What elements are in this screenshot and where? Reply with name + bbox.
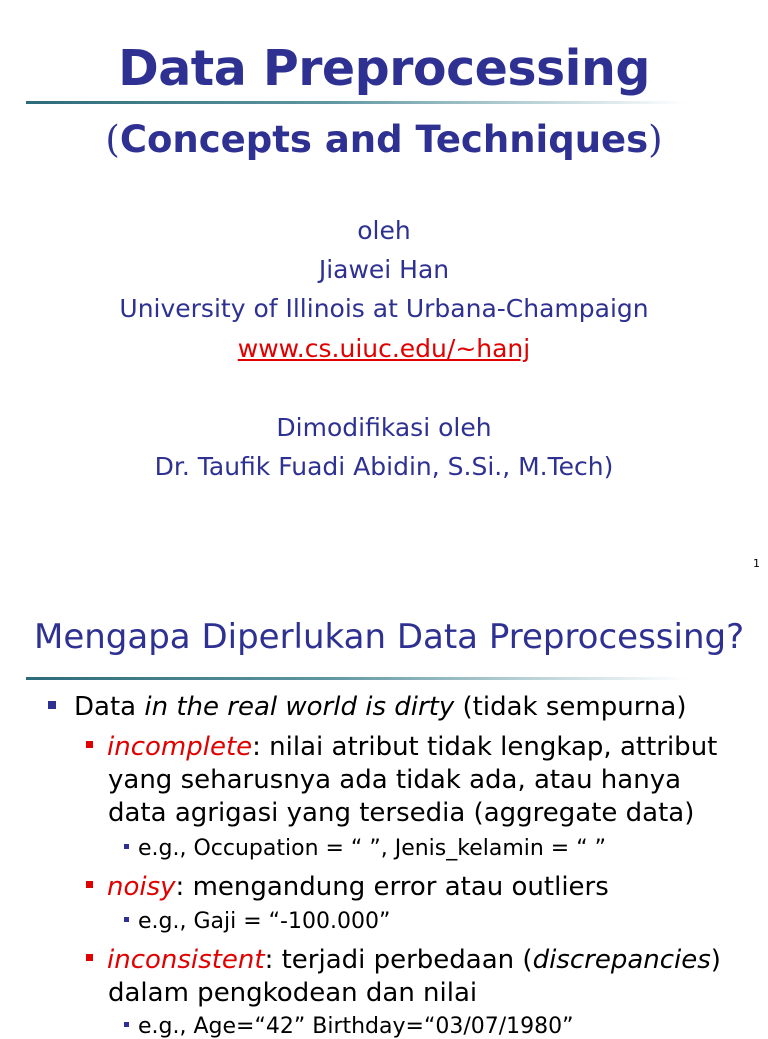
noisy-example: e.g., Gaji = “-100.000” (124, 909, 390, 934)
by-label: oleh (357, 216, 411, 245)
title-divider (26, 101, 686, 104)
square-bullet-icon (86, 741, 93, 748)
subtitle-text: Concepts and Techniques (119, 118, 649, 161)
slide-2 (0, 583, 768, 1039)
slide-1-subtitle (0, 118, 768, 161)
page-number: 1 (753, 557, 760, 570)
affiliation: University of Illinois at Urbana-Champaign (119, 294, 649, 323)
inconsistent-line-2: dalam pengkodean dan nilai (108, 978, 478, 1008)
square-bullet-icon (86, 954, 93, 961)
modified-by-label: Dimodifikasi oleh (276, 413, 492, 442)
bullet-noisy: noisy: mengandung error atau outliers (86, 872, 609, 902)
bullet-dirty-data: Data in the real world is dirty (tidak sempurna) (48, 692, 687, 722)
subtitle-close-paren: ) (648, 118, 663, 161)
square-bullet-icon (124, 917, 129, 922)
square-bullet-icon (124, 1022, 129, 1027)
slide-2-title: Mengapa Diperlukan Data Preprocessing? (34, 617, 745, 657)
incomplete-line-2: yang seharusnya ada tidak ada, atau hanya (108, 765, 682, 795)
slide-2-title-divider (26, 677, 686, 680)
square-bullet-icon (48, 701, 56, 709)
square-bullet-icon (124, 844, 129, 849)
square-bullet-icon (86, 881, 93, 888)
author-url-line (0, 334, 768, 363)
inconsistent-example: e.g., Age=“42” Birthday=“03/07/1980” (124, 1014, 574, 1039)
modifier-name: Dr. Taufik Fuadi Abidin, S.Si., M.Tech) (154, 452, 614, 481)
bullet-incomplete: incomplete: nilai atribut tidak lengkap, attribut (86, 732, 717, 762)
slide-1-title: Data Preprocessing (118, 40, 650, 97)
incomplete-line-3: data agrigasi yang tersedia (aggregate data) (108, 798, 695, 828)
subtitle-open-paren: ( (105, 118, 120, 161)
bullet-inconsistent: inconsistent: terjadi perbedaan (discrepancies) (86, 945, 721, 975)
author-name: Jiawei Han (318, 255, 450, 284)
author-url-link[interactable]: www.cs.uiuc.edu/~hanj (237, 334, 531, 363)
incomplete-example: e.g., Occupation = “ ”, Jenis_kelamin = “ ” (124, 836, 606, 861)
